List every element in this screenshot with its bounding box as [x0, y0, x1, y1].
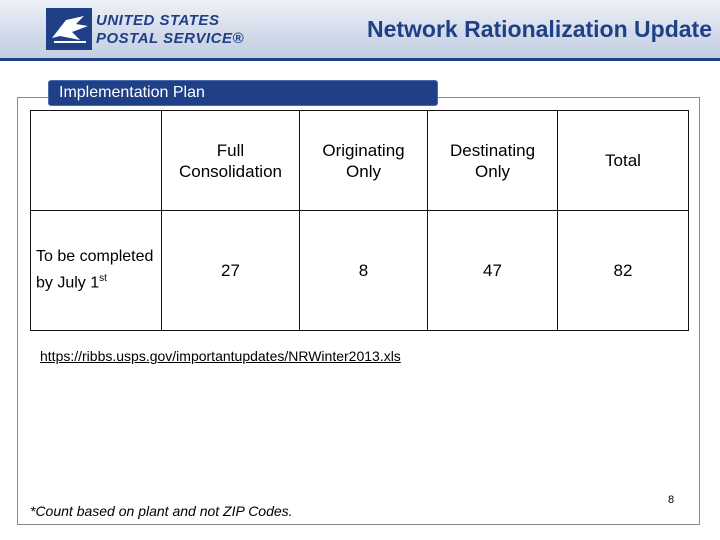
implementation-table	[30, 110, 689, 331]
row-label-cell	[31, 211, 162, 331]
header-cell-total: Total	[558, 111, 689, 211]
header-cell-destinating-only: Destinating Only	[428, 111, 558, 211]
row-label-superscript: st	[99, 273, 107, 285]
table-header-row	[31, 111, 689, 211]
table-row	[31, 211, 689, 331]
value-destinating-only: 47	[428, 211, 558, 331]
eagle-logo-icon	[46, 8, 92, 50]
header-cell-full-consolidation: Full Consolidation	[162, 111, 300, 211]
value-full-consolidation: 27	[162, 211, 300, 331]
value-originating-only: 8	[300, 211, 428, 331]
value-total: 82	[558, 211, 689, 331]
ribbs-link[interactable]: https://ribbs.usps.gov/importantupdates/NRWinter2013.xls	[40, 348, 401, 364]
row-label: To be completed by July 1	[36, 248, 154, 292]
footnote: *Count based on plant and not ZIP Codes.	[30, 503, 293, 519]
header-cell-empty	[31, 111, 162, 211]
logo-text-line2: POSTAL SERVICE®	[96, 30, 245, 47]
section-tab: Implementation Plan	[48, 80, 438, 106]
logo-text-line1: UNITED STATES	[96, 12, 220, 29]
page-title: Network Rationalization Update	[366, 16, 712, 42]
page-number: 8	[668, 494, 675, 506]
header-divider	[0, 58, 720, 61]
usps-logo	[46, 8, 245, 50]
header-cell-originating-only: Originating Only	[300, 111, 428, 211]
